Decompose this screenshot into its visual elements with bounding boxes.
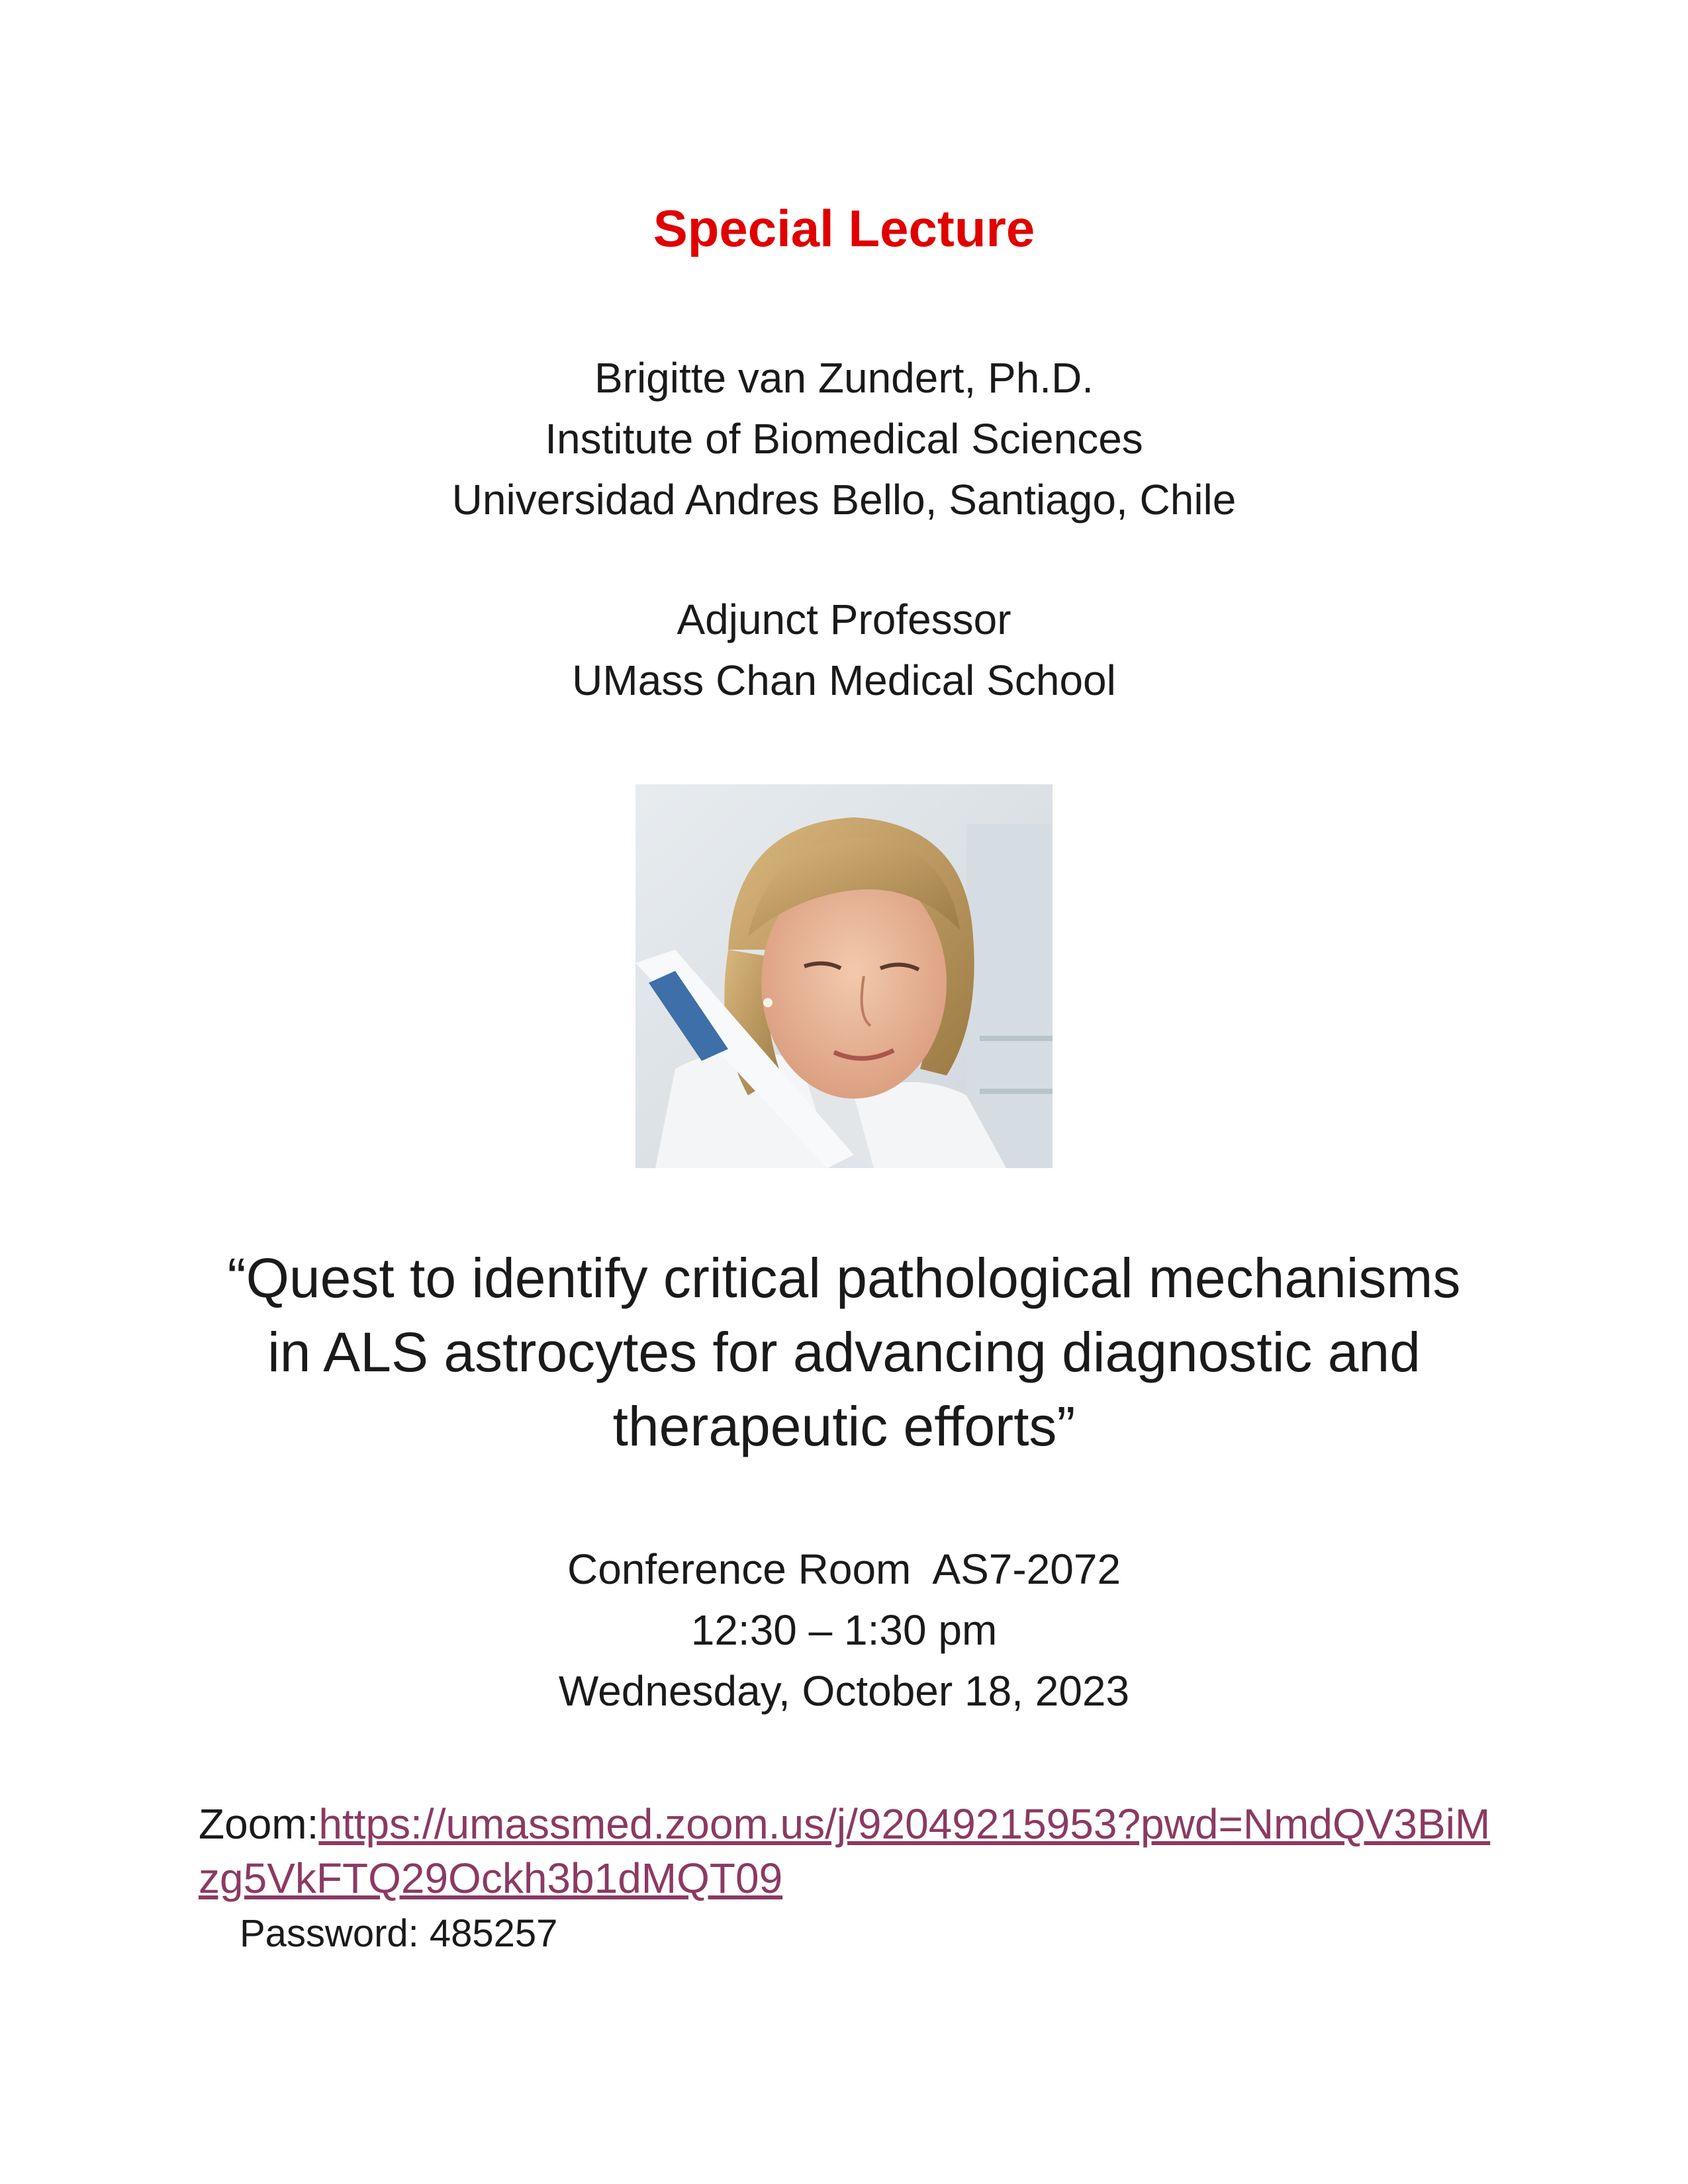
speaker-position [0,589,1688,711]
speaker-school: UMass Chan Medical School [572,657,1116,704]
zoom-label: Zoom: [199,1800,319,1848]
speaker-institute: Institute of Biomedical Sciences [545,415,1143,463]
event-room: Conference Room AS7-2072 [567,1545,1121,1593]
speaker-role: Adjunct Professor [677,596,1011,643]
event-time: 12:30 – 1:30 pm [690,1606,998,1654]
zoom-info [199,1797,1496,1905]
event-details [0,1539,1688,1721]
zoom-link[interactable]: https://umassmed.zoom.us/j/92049215953?pwd=NmdQV3BiMzg5VkFTQ29Ockh3b1dMQT09 [199,1800,1491,1902]
talk-title-line-2: in ALS astrocytes for advancing diagnostic and [267,1321,1421,1383]
speaker-name: Brigitte van Zundert, Ph.D. [594,354,1094,402]
event-date: Wednesday, October 18, 2023 [558,1667,1130,1715]
speaker-info [0,347,1688,530]
zoom-password: Password: 485257 [240,1912,558,1955]
speaker-university: Universidad Andres Bello, Santiago, Chile [451,476,1237,523]
talk-title [0,1241,1688,1463]
talk-title-line-1: “Quest to identify critical pathological mechanisms [227,1247,1461,1309]
flyer-title: Special Lecture [653,199,1035,257]
speaker-photo [635,784,1053,1168]
talk-title-line-3: therapeutic efforts” [612,1395,1076,1457]
